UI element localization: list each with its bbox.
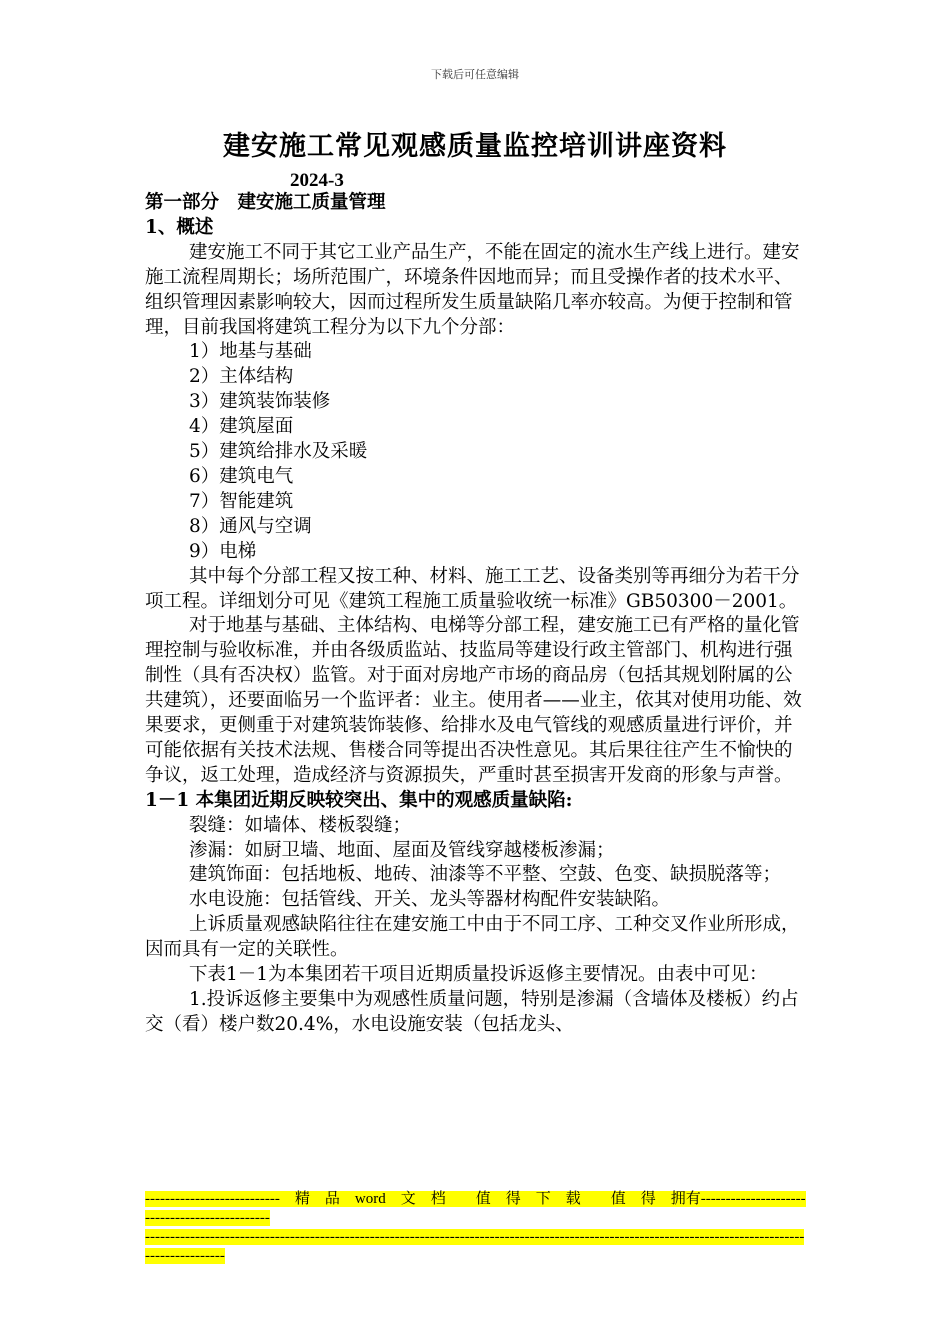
defect-item: 水电设施：包括管线、开关、龙头等器材构配件安装缺陷。 [189, 889, 671, 911]
division-item: 1）地基与基础 [189, 341, 312, 363]
paragraph-subdivision: 其中每个分部工程又按工种、材料、施工工艺、设备类别等再细分为若干分项工程。详细划分可见《建筑工程施工质量验收统一标准》GB50300－2001。 [145, 565, 800, 612]
division-item: 8）通风与空调 [189, 515, 312, 537]
defect-item: 渗漏：如厨卫墙、地面、屋面及管线穿越楼板渗漏； [189, 839, 615, 861]
footer-dash-line: ---------------------------------------------------------------------------------------------------------------------------------------------------- [145, 1229, 805, 1264]
document-title: 建安施工常见观感质量监控培训讲座资料 [223, 131, 727, 162]
section-heading: 1、概述 [145, 216, 214, 238]
paragraph-intro: 建安施工不同于其它工业产品生产，不能在固定的流水生产线上进行。建安施工流程周期长；场所范围广，环境条件因地而异；而且受操作者的技术水平、组织管理因素影响较大，因而过程所发生质量缺陷几率亦较高。为便于控制和管理，目前我国将建筑工程分为以下九个分部： [145, 241, 800, 338]
header-note: 下载后可任意编辑 [431, 68, 519, 81]
division-item: 3）建筑装饰装修 [189, 391, 331, 413]
division-item: 2）主体结构 [189, 366, 294, 388]
paragraph-supervision: 对于地基与基础、主体结构、电梯等分部工程，建安施工已有严格的量化管理控制与验收标准，并由各级质监站、技监局等建设行政主管部门、机构进行强制性（具有否决权）监管。对于面对房地产市场的商品房（包括其规划附属的公共建筑），还要面临另一个监评者：业主。使用者——业主，依其对使用功能、效果要求，更侧重于对建筑装饰装修、给排水及电气管线的观感质量进行评价，并可能依据有关技术法规、售楼合同等提出否决性意见。其后果往往产生不愉快的争议，返工处理，造成经济与资源损失，严重时甚至损害开发商的形象与声誉。 [145, 615, 802, 786]
defect-item: 裂缝：如墙体、楼板裂缝； [189, 814, 412, 836]
footer-banner-line: --------------------------- 精 品 word 文 档 值 得 下 载 值 得 拥有---------------------------------------------- [145, 1191, 806, 1226]
paragraph-relation: 上诉质量观感缺陷往往在建安施工中由于不同工序、工种交叉作业所形成，因而具有一定的关联性。 [145, 914, 800, 961]
paragraph-table-intro: 下表1－1为本集团若干项目近期质量投诉返修主要情况。由表中可见： [189, 964, 768, 986]
part-heading: 第一部分 建安施工质量管理 [145, 192, 386, 213]
division-item: 4）建筑屋面 [189, 416, 294, 438]
defect-item: 建筑饰面：包括地板、地砖、油漆等不平整、空鼓、色变、缺损脱落等； [189, 864, 782, 886]
subsection-heading: 1－1 本集团近期反映较突出、集中的观感质量缺陷: [145, 789, 573, 811]
paragraph-complaints: 1.投诉返修主要集中为观感性质量问题，特别是渗漏（含墙体及楼板）约占交（看）楼户数20.4%，水电设施安装（包括龙头、 [145, 989, 799, 1035]
division-item: 7）智能建筑 [189, 490, 294, 512]
footer-banner [145, 1190, 809, 1266]
division-item: 6）建筑电气 [189, 465, 294, 487]
document-body [145, 191, 809, 1038]
division-item: 9）电梯 [189, 540, 257, 562]
division-item: 5）建筑给排水及采暖 [189, 441, 368, 463]
document-date: 2024-3 [290, 170, 344, 191]
